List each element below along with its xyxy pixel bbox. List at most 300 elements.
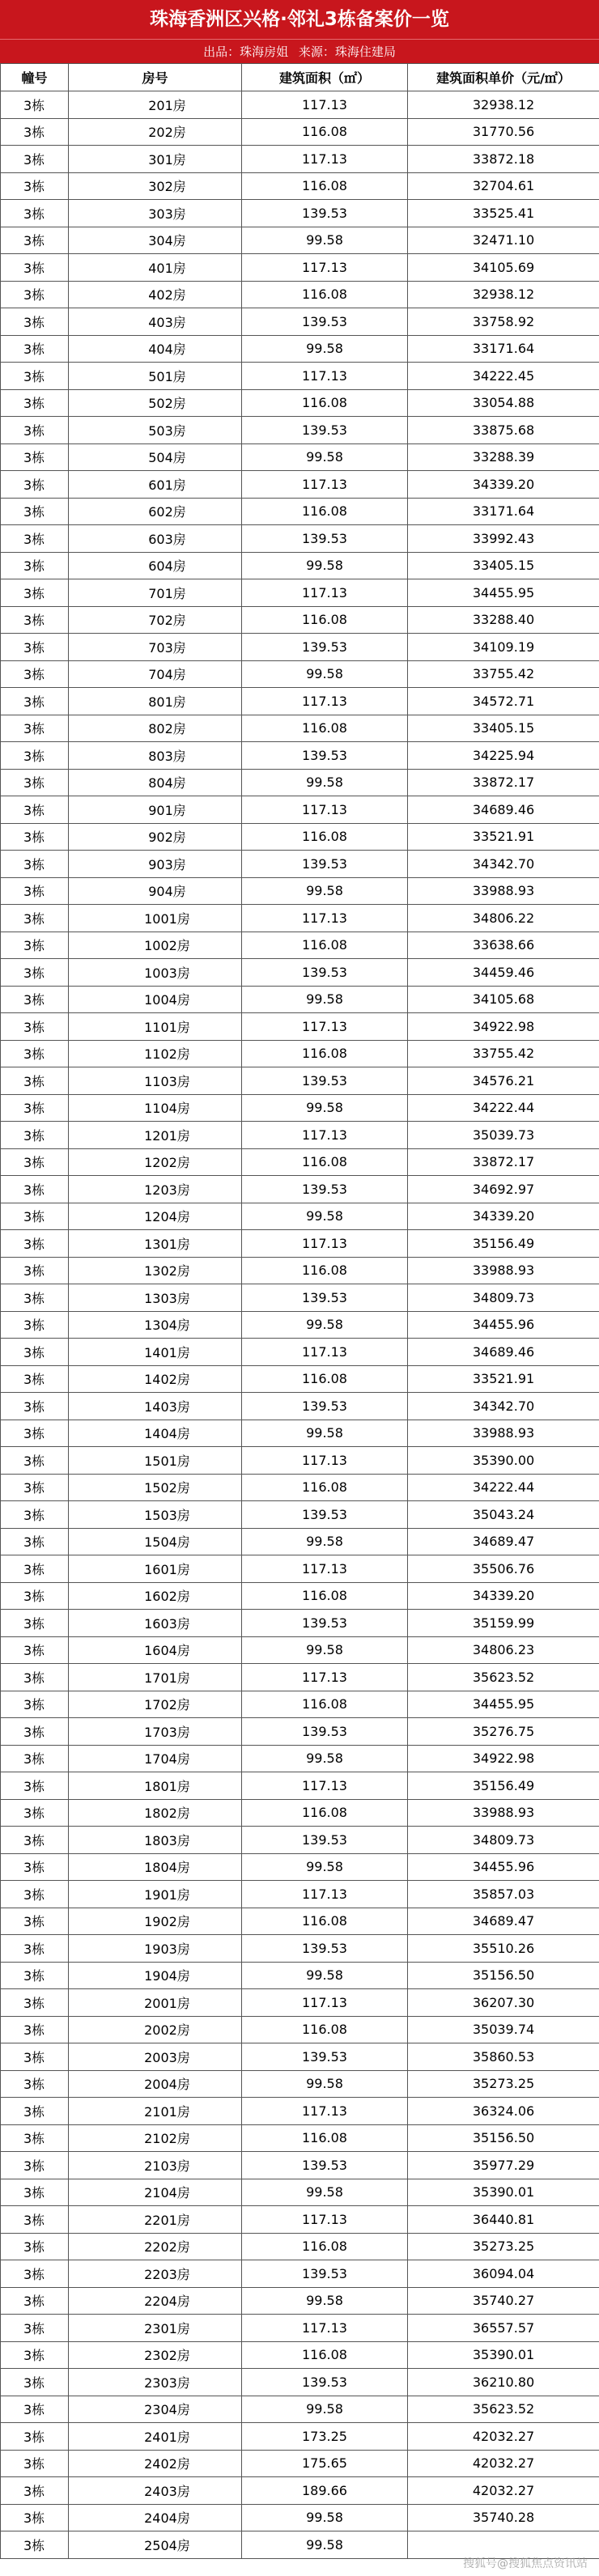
cell-building: 3栋 xyxy=(1,851,69,878)
cell-building: 3栋 xyxy=(1,1230,69,1258)
cell-price: 34105.69 xyxy=(408,254,599,282)
cell-price: 34339.20 xyxy=(408,471,599,499)
cell-room: 1501房 xyxy=(69,1447,242,1475)
cell-room: 1504房 xyxy=(69,1528,242,1555)
cell-area: 139.53 xyxy=(242,417,408,444)
cell-building: 3栋 xyxy=(1,417,69,444)
table-row xyxy=(1,146,599,173)
table-row xyxy=(1,634,599,661)
cell-building: 3栋 xyxy=(1,471,69,499)
cell-building: 3栋 xyxy=(1,2477,69,2505)
cell-area: 139.53 xyxy=(242,1610,408,1637)
cell-room: 1904房 xyxy=(69,1962,242,1989)
table-row xyxy=(1,2152,599,2179)
cell-room: 2103房 xyxy=(69,2152,242,2179)
cell-area: 99.58 xyxy=(242,1311,408,1339)
cell-building: 3栋 xyxy=(1,715,69,742)
cell-building: 3栋 xyxy=(1,1013,69,1041)
cell-area: 116.08 xyxy=(242,1148,408,1176)
cell-building: 3栋 xyxy=(1,552,69,579)
cell-area: 99.58 xyxy=(242,2287,408,2315)
cell-building: 3栋 xyxy=(1,1122,69,1149)
table-row xyxy=(1,1474,599,1501)
cell-room: 901房 xyxy=(69,796,242,824)
cell-room: 1103房 xyxy=(69,1067,242,1095)
cell-price: 35390.01 xyxy=(408,2179,599,2206)
header-price: 建筑面积单价（元/㎡） xyxy=(408,64,599,91)
cell-room: 403房 xyxy=(69,308,242,336)
cell-room: 1203房 xyxy=(69,1176,242,1203)
table-row xyxy=(1,2179,599,2206)
table-row xyxy=(1,1827,599,1854)
cell-building: 3栋 xyxy=(1,2016,69,2043)
table-row xyxy=(1,525,599,553)
table-row xyxy=(1,2016,599,2043)
cell-building: 3栋 xyxy=(1,1881,69,1908)
cell-price: 33755.42 xyxy=(408,1040,599,1067)
cell-price: 34109.19 xyxy=(408,634,599,661)
table-row xyxy=(1,769,599,796)
cell-price: 35977.29 xyxy=(408,2152,599,2179)
producer-credit: 出品：珠海房姐 xyxy=(203,45,289,59)
table-row xyxy=(1,688,599,715)
cell-room: 2002房 xyxy=(69,2016,242,2043)
cell-price: 36207.30 xyxy=(408,1989,599,2017)
header-room: 房号 xyxy=(69,64,242,91)
table-row xyxy=(1,2124,599,2152)
table-row xyxy=(1,1067,599,1095)
table-row xyxy=(1,1691,599,1718)
cell-room: 703房 xyxy=(69,634,242,661)
cell-room: 604房 xyxy=(69,552,242,579)
cell-area: 139.53 xyxy=(242,1393,408,1420)
cell-area: 117.13 xyxy=(242,1881,408,1908)
cell-room: 2304房 xyxy=(69,2396,242,2423)
cell-price: 35043.24 xyxy=(408,1501,599,1529)
cell-building: 3栋 xyxy=(1,1664,69,1691)
cell-building: 3栋 xyxy=(1,660,69,688)
cell-area: 139.53 xyxy=(242,1284,408,1312)
table-row xyxy=(1,715,599,742)
table-row xyxy=(1,1393,599,1420)
cell-area: 116.08 xyxy=(242,2124,408,2152)
cell-room: 1502房 xyxy=(69,1474,242,1501)
table-row xyxy=(1,1230,599,1258)
cell-room: 1204房 xyxy=(69,1203,242,1230)
cell-area: 117.13 xyxy=(242,1339,408,1366)
cell-building: 3栋 xyxy=(1,959,69,987)
cell-price: 34455.95 xyxy=(408,579,599,607)
cell-area: 99.58 xyxy=(242,1528,408,1555)
cell-building: 3栋 xyxy=(1,1989,69,2017)
cell-building: 3栋 xyxy=(1,2341,69,2369)
table-row xyxy=(1,2423,599,2451)
table-header-row xyxy=(1,64,599,91)
cell-price: 35039.74 xyxy=(408,2016,599,2043)
table-row xyxy=(1,308,599,336)
table-row xyxy=(1,2369,599,2396)
cell-area: 139.53 xyxy=(242,1935,408,1963)
cell-room: 601房 xyxy=(69,471,242,499)
cell-price: 35273.25 xyxy=(408,2233,599,2260)
cell-price: 36210.80 xyxy=(408,2369,599,2396)
cell-room: 1101房 xyxy=(69,1013,242,1041)
cell-room: 2201房 xyxy=(69,2206,242,2234)
cell-building: 3栋 xyxy=(1,172,69,200)
cell-room: 1803房 xyxy=(69,1827,242,1854)
cell-price: 33988.93 xyxy=(408,1257,599,1284)
cell-room: 504房 xyxy=(69,443,242,471)
cell-room: 2203房 xyxy=(69,2260,242,2288)
table-row xyxy=(1,1148,599,1176)
table-row xyxy=(1,1501,599,1529)
cell-room: 804房 xyxy=(69,769,242,796)
cell-price: 34922.98 xyxy=(408,1745,599,1772)
table-row xyxy=(1,417,599,444)
cell-building: 3栋 xyxy=(1,1365,69,1393)
table-row xyxy=(1,335,599,363)
cell-building: 3栋 xyxy=(1,932,69,959)
table-body xyxy=(1,91,599,2559)
cell-area: 116.08 xyxy=(242,715,408,742)
cell-building: 3栋 xyxy=(1,634,69,661)
cell-area: 99.58 xyxy=(242,2396,408,2423)
cell-price: 35039.73 xyxy=(408,1122,599,1149)
cell-building: 3栋 xyxy=(1,1203,69,1230)
cell-room: 303房 xyxy=(69,200,242,227)
cell-room: 2204房 xyxy=(69,2287,242,2315)
cell-building: 3栋 xyxy=(1,254,69,282)
cell-price: 33755.42 xyxy=(408,660,599,688)
cell-area: 99.58 xyxy=(242,1962,408,1989)
cell-area: 139.53 xyxy=(242,200,408,227)
table-row xyxy=(1,1257,599,1284)
cell-room: 302房 xyxy=(69,172,242,200)
cell-building: 3栋 xyxy=(1,1908,69,1935)
cell-building: 3栋 xyxy=(1,1474,69,1501)
cell-building: 3栋 xyxy=(1,1040,69,1067)
cell-room: 201房 xyxy=(69,91,242,119)
cell-area: 117.13 xyxy=(242,688,408,715)
cell-room: 2303房 xyxy=(69,2369,242,2396)
cell-area: 99.58 xyxy=(242,986,408,1013)
cell-room: 904房 xyxy=(69,877,242,905)
cell-price: 42032.27 xyxy=(408,2477,599,2505)
header-building: 幢号 xyxy=(1,64,69,91)
cell-price: 34339.20 xyxy=(408,1582,599,1610)
table-row xyxy=(1,2450,599,2477)
cell-building: 3栋 xyxy=(1,91,69,119)
cell-room: 1301房 xyxy=(69,1230,242,1258)
cell-building: 3栋 xyxy=(1,2396,69,2423)
cell-area: 139.53 xyxy=(242,742,408,770)
cell-price: 42032.27 xyxy=(408,2423,599,2451)
cell-price: 35156.50 xyxy=(408,2124,599,2152)
cell-price: 34455.95 xyxy=(408,1691,599,1718)
cell-price: 36324.06 xyxy=(408,2098,599,2125)
cell-building: 3栋 xyxy=(1,2450,69,2477)
cell-price: 33988.93 xyxy=(408,1420,599,1447)
cell-building: 3栋 xyxy=(1,1311,69,1339)
table-row xyxy=(1,498,599,525)
table-row xyxy=(1,2260,599,2288)
cell-price: 34105.68 xyxy=(408,986,599,1013)
cell-building: 3栋 xyxy=(1,2423,69,2451)
cell-area: 175.65 xyxy=(242,2450,408,2477)
table-row xyxy=(1,1881,599,1908)
cell-area: 139.53 xyxy=(242,959,408,987)
cell-price: 33875.68 xyxy=(408,417,599,444)
cell-building: 3栋 xyxy=(1,2233,69,2260)
cell-room: 1901房 xyxy=(69,1881,242,1908)
table-row xyxy=(1,1013,599,1041)
cell-area: 139.53 xyxy=(242,308,408,336)
table-row xyxy=(1,1203,599,1230)
table-row xyxy=(1,2477,599,2505)
cell-building: 3栋 xyxy=(1,1067,69,1095)
cell-room: 1702房 xyxy=(69,1691,242,1718)
cell-price: 35623.52 xyxy=(408,1664,599,1691)
cell-price: 34809.73 xyxy=(408,1284,599,1312)
cell-price: 42032.27 xyxy=(408,2450,599,2477)
cell-area: 117.13 xyxy=(242,1555,408,1583)
cell-area: 116.08 xyxy=(242,118,408,146)
cell-area: 99.58 xyxy=(242,1636,408,1664)
cell-room: 1602房 xyxy=(69,1582,242,1610)
cell-building: 3栋 xyxy=(1,823,69,851)
cell-room: 1302房 xyxy=(69,1257,242,1284)
cell-area: 117.13 xyxy=(242,2315,408,2342)
cell-area: 117.13 xyxy=(242,2206,408,2234)
cell-room: 2402房 xyxy=(69,2450,242,2477)
cell-room: 2101房 xyxy=(69,2098,242,2125)
cell-price: 33405.15 xyxy=(408,715,599,742)
cell-building: 3栋 xyxy=(1,986,69,1013)
table-row xyxy=(1,2233,599,2260)
cell-building: 3栋 xyxy=(1,2260,69,2288)
cell-area: 117.13 xyxy=(242,1989,408,2017)
table-row xyxy=(1,281,599,308)
cell-building: 3栋 xyxy=(1,742,69,770)
cell-room: 2102房 xyxy=(69,2124,242,2152)
cell-building: 3栋 xyxy=(1,1691,69,1718)
cell-building: 3栋 xyxy=(1,579,69,607)
cell-price: 34806.23 xyxy=(408,1636,599,1664)
cell-building: 3栋 xyxy=(1,1339,69,1366)
cell-building: 3栋 xyxy=(1,443,69,471)
cell-area: 99.58 xyxy=(242,877,408,905)
cell-room: 1102房 xyxy=(69,1040,242,1067)
cell-room: 2003房 xyxy=(69,2043,242,2071)
table-row xyxy=(1,877,599,905)
cell-building: 3栋 xyxy=(1,2315,69,2342)
cell-price: 33638.66 xyxy=(408,932,599,959)
table-row xyxy=(1,742,599,770)
cell-room: 402房 xyxy=(69,281,242,308)
cell-building: 3栋 xyxy=(1,2531,69,2559)
cell-building: 3栋 xyxy=(1,498,69,525)
cell-area: 116.08 xyxy=(242,389,408,417)
table-row xyxy=(1,1664,599,1691)
cell-room: 202房 xyxy=(69,118,242,146)
cell-area: 116.08 xyxy=(242,1799,408,1827)
cell-area: 99.58 xyxy=(242,552,408,579)
table-row xyxy=(1,2287,599,2315)
cell-building: 3栋 xyxy=(1,796,69,824)
cell-price: 33288.39 xyxy=(408,443,599,471)
cell-room: 501房 xyxy=(69,363,242,390)
cell-area: 139.53 xyxy=(242,1501,408,1529)
cell-building: 3栋 xyxy=(1,308,69,336)
cell-area: 173.25 xyxy=(242,2423,408,2451)
table-row xyxy=(1,1528,599,1555)
cell-area: 116.08 xyxy=(242,1365,408,1393)
cell-room: 2404房 xyxy=(69,2504,242,2531)
cell-area: 117.13 xyxy=(242,2098,408,2125)
table-row xyxy=(1,1420,599,1447)
cell-price: 36440.81 xyxy=(408,2206,599,2234)
cell-price: 34459.46 xyxy=(408,959,599,987)
cell-area: 117.13 xyxy=(242,146,408,173)
cell-area: 99.58 xyxy=(242,2504,408,2531)
table-row xyxy=(1,851,599,878)
cell-building: 3栋 xyxy=(1,1582,69,1610)
cell-building: 3栋 xyxy=(1,200,69,227)
cell-price xyxy=(408,2531,599,2559)
watermark: 搜狐号@搜狐焦点资讯站 xyxy=(463,2557,588,2570)
cell-area: 116.08 xyxy=(242,498,408,525)
table-row xyxy=(1,471,599,499)
cell-area: 189.66 xyxy=(242,2477,408,2505)
table-row xyxy=(1,606,599,634)
cell-area: 116.08 xyxy=(242,1474,408,1501)
table-row xyxy=(1,1094,599,1122)
cell-room: 301房 xyxy=(69,146,242,173)
cell-area: 139.53 xyxy=(242,1176,408,1203)
cell-room: 1304房 xyxy=(69,1311,242,1339)
cell-room: 1004房 xyxy=(69,986,242,1013)
cell-price: 33525.41 xyxy=(408,200,599,227)
cell-building: 3栋 xyxy=(1,1636,69,1664)
cell-area: 99.58 xyxy=(242,1745,408,1772)
cell-building: 3栋 xyxy=(1,2179,69,2206)
table-row xyxy=(1,552,599,579)
cell-area: 99.58 xyxy=(242,660,408,688)
cell-room: 1703房 xyxy=(69,1718,242,1746)
cell-building: 3栋 xyxy=(1,363,69,390)
cell-room: 1104房 xyxy=(69,1094,242,1122)
cell-building: 3栋 xyxy=(1,2206,69,2234)
cell-area: 116.08 xyxy=(242,1040,408,1067)
cell-price: 31770.56 xyxy=(408,118,599,146)
cell-price: 34576.21 xyxy=(408,1067,599,1095)
cell-room: 603房 xyxy=(69,525,242,553)
table-row xyxy=(1,1745,599,1772)
cell-price: 34806.22 xyxy=(408,905,599,932)
cell-building: 3栋 xyxy=(1,1799,69,1827)
cell-room: 1903房 xyxy=(69,1935,242,1963)
data-source: 来源：珠海住建局 xyxy=(298,45,396,59)
cell-area: 117.13 xyxy=(242,363,408,390)
cell-building: 3栋 xyxy=(1,2504,69,2531)
table-row xyxy=(1,2531,599,2559)
cell-building: 3栋 xyxy=(1,118,69,146)
cell-building: 3栋 xyxy=(1,1420,69,1447)
cell-price: 34922.98 xyxy=(408,1013,599,1041)
cell-price: 35156.49 xyxy=(408,1772,599,1800)
cell-room: 2504房 xyxy=(69,2531,242,2559)
table-row xyxy=(1,1908,599,1935)
cell-area: 117.13 xyxy=(242,905,408,932)
cell-area: 139.53 xyxy=(242,2043,408,2071)
cell-room: 1801房 xyxy=(69,1772,242,1800)
cell-room: 1402房 xyxy=(69,1365,242,1393)
cell-building: 3栋 xyxy=(1,1853,69,1881)
cell-room: 702房 xyxy=(69,606,242,634)
cell-room: 1604房 xyxy=(69,1636,242,1664)
cell-price: 34342.70 xyxy=(408,1393,599,1420)
table-row xyxy=(1,579,599,607)
cell-area: 139.53 xyxy=(242,2369,408,2396)
cell-price: 36094.04 xyxy=(408,2260,599,2288)
cell-building: 3栋 xyxy=(1,688,69,715)
cell-area: 116.08 xyxy=(242,606,408,634)
cell-area: 139.53 xyxy=(242,851,408,878)
table-row xyxy=(1,118,599,146)
cell-area: 99.58 xyxy=(242,227,408,254)
table-row xyxy=(1,905,599,932)
cell-price: 33988.93 xyxy=(408,877,599,905)
cell-price: 34222.44 xyxy=(408,1474,599,1501)
cell-room: 2001房 xyxy=(69,1989,242,2017)
cell-price: 33288.40 xyxy=(408,606,599,634)
cell-price: 33521.91 xyxy=(408,823,599,851)
cell-room: 1804房 xyxy=(69,1853,242,1881)
cell-price: 34455.96 xyxy=(408,1311,599,1339)
cell-building: 3栋 xyxy=(1,146,69,173)
cell-room: 1601房 xyxy=(69,1555,242,1583)
cell-building: 3栋 xyxy=(1,2098,69,2125)
cell-building: 3栋 xyxy=(1,2070,69,2098)
table-row xyxy=(1,1339,599,1366)
cell-area: 99.58 xyxy=(242,2531,408,2559)
cell-area: 116.08 xyxy=(242,1691,408,1718)
cell-area: 99.58 xyxy=(242,769,408,796)
cell-area: 139.53 xyxy=(242,1718,408,1746)
cell-room: 1401房 xyxy=(69,1339,242,1366)
cell-room: 404房 xyxy=(69,335,242,363)
cell-area: 139.53 xyxy=(242,525,408,553)
table-row xyxy=(1,2341,599,2369)
cell-room: 1202房 xyxy=(69,1148,242,1176)
table-row xyxy=(1,1582,599,1610)
cell-price: 35156.50 xyxy=(408,1962,599,1989)
cell-price: 35740.28 xyxy=(408,2504,599,2531)
cell-price: 33872.17 xyxy=(408,1148,599,1176)
cell-price: 33521.91 xyxy=(408,1365,599,1393)
table-row xyxy=(1,1311,599,1339)
cell-price: 36557.57 xyxy=(408,2315,599,2342)
cell-room: 803房 xyxy=(69,742,242,770)
cell-area: 116.08 xyxy=(242,1582,408,1610)
sheet-title: 珠海香洲区兴格·邻礼3栋备案价一览 xyxy=(0,0,599,39)
cell-price: 35273.25 xyxy=(408,2070,599,2098)
cell-building: 3栋 xyxy=(1,1094,69,1122)
cell-price: 33405.15 xyxy=(408,552,599,579)
cell-room: 2302房 xyxy=(69,2341,242,2369)
cell-price: 35510.26 xyxy=(408,1935,599,1963)
cell-building: 3栋 xyxy=(1,2369,69,2396)
